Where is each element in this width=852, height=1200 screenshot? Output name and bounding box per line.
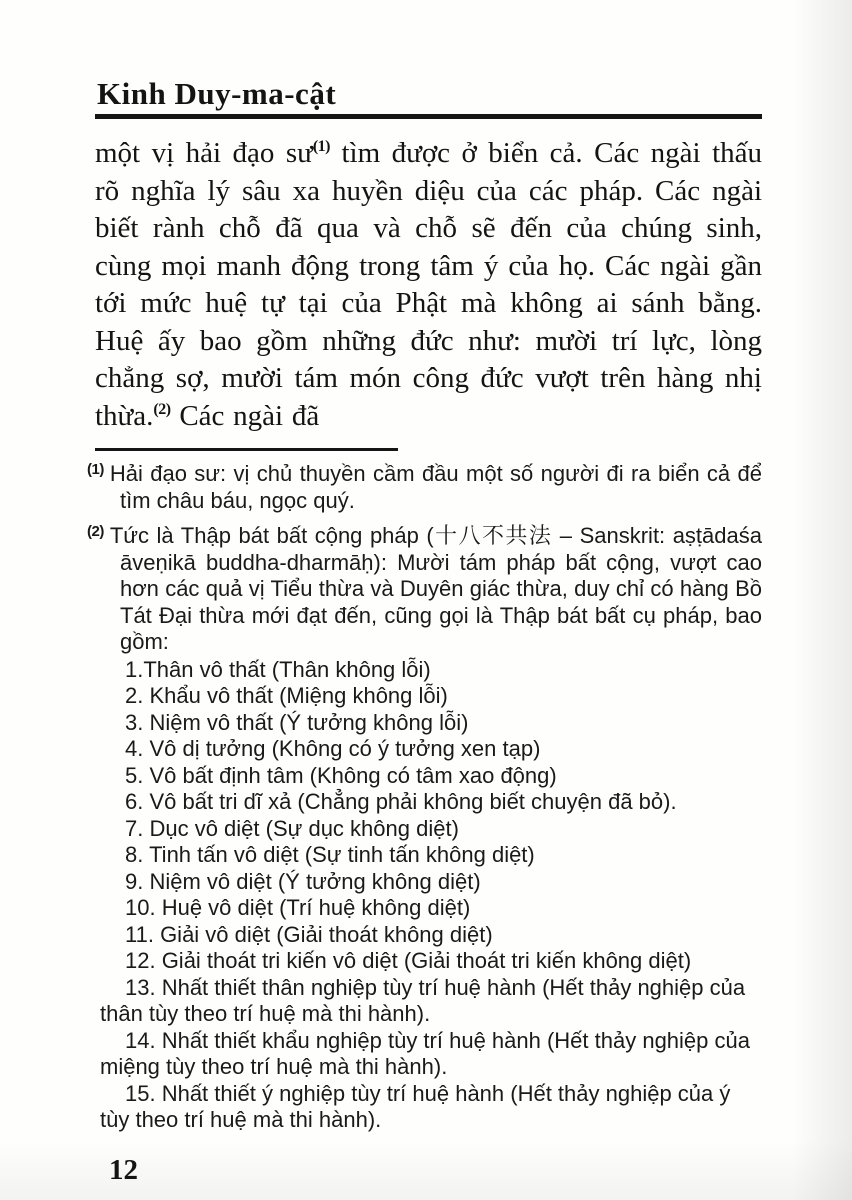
footnote-2-text: Tức là Thập bát bất cộng pháp (十八不共法 – Sanskrit: aṣṭādaśa āveṇikā buddha-dharmāḥ): Mười tám pháp bất cộng, vượt cao hơn các quả vị Tiểu thừa và Duyên giác thừa, duy chỉ có hàng Bồ Tát Đại thừa mới đạt đến, cũng gọi là Thập bát bất cụ pháp, bao gồm: [109,523,762,654]
header-rule [95,114,762,119]
list-item: 11. Giải vô diệt (Giải thoát không diệt) [125,921,493,947]
list-item: 3. Niệm vô thất (Ý tưởng không lỗi) [125,709,469,735]
footnote-ref-2: (2) [153,400,171,418]
list-item: 8. Tinh tấn vô diệt (Sự tinh tấn không diệt) [125,842,535,867]
list-item: 6. Vô bất tri dĩ xả (Chẳng phải không biết chuyện đã bỏ). [125,789,677,814]
footnote-2-marker: (2) [87,523,104,540]
body-text-segment: tìm được ở biển cả. Các ngài thấu rõ nghĩa lý sâu xa huyền diệu của các pháp. Các ngài biết rành chỗ đã qua và chỗ sẽ đến của chúng sinh, cùng mọi manh động trong tâm ý của họ. Các ngài gần tới mức huệ tự tại của Phật mà không ai sánh bằng. Huệ ấy bao gồm những đức như: mười trí lực, lòng chẳng sợ, mười tám món công đức vượt trên hàng nhị thừa. [95,137,763,432]
page-number: 12 [109,1153,138,1186]
body-text-segment: Các ngài đã [170,399,320,432]
list-item: 1.Thân vô thất (Thân không lỗi) [125,656,431,682]
footnote-2 [87,523,762,1134]
footnotes-section [87,461,762,1134]
footnote-separator-rule [95,448,398,451]
list-item: 4. Vô dị tưởng (Không có ý tưởng xen tạp) [125,736,541,761]
list-item: 10. Huệ vô diệt (Trí huệ không diệt) [125,895,471,920]
footnote-1-text: Hải đạo sư: vị chủ thuyền cầm đầu một số người đi ra biển cả để tìm châu báu, ngọc quý. [109,461,762,513]
list-item: 5. Vô bất định tâm (Không có tâm xao động) [125,762,557,788]
footnote-2-intro [87,523,762,656]
list-item: 2. Khẩu vô thất (Miệng không lỗi) [125,683,448,708]
footnote-ref-1: (1) [312,138,330,155]
list-item: 14. Nhất thiết khẩu nghiệp tùy trí huệ hành (Hết thảy nghiệp của miệng tùy theo trí huệ mà thi hành). [100,1027,750,1079]
footnote-1 [87,461,762,514]
eighteen-dharmas-list [100,657,762,1134]
body-paragraph [95,135,762,435]
list-item: 12. Giải thoát tri kiến vô diệt (Giải thoát tri kiến không diệt) [125,948,692,973]
list-item: 15. Nhất thiết ý nghiệp tùy trí huệ hành (Hết thảy nghiệp của ý tùy theo trí huệ mà thi hành). [100,1080,731,1132]
body-text-segment: một vị hải đạo sư [95,137,313,169]
running-header-title: Kinh Duy-ma-cật [97,76,337,111]
footnote-1-marker: (1) [87,461,104,478]
list-item: 7. Dục vô diệt (Sự dục không diệt) [125,815,459,841]
list-item: 9. Niệm vô diệt (Ý tưởng không diệt) [125,868,481,894]
list-item: 13. Nhất thiết thân nghiệp tùy trí huệ hành (Hết thảy nghiệp của thân tùy theo trí huệ mà thi hành). [100,974,746,1026]
